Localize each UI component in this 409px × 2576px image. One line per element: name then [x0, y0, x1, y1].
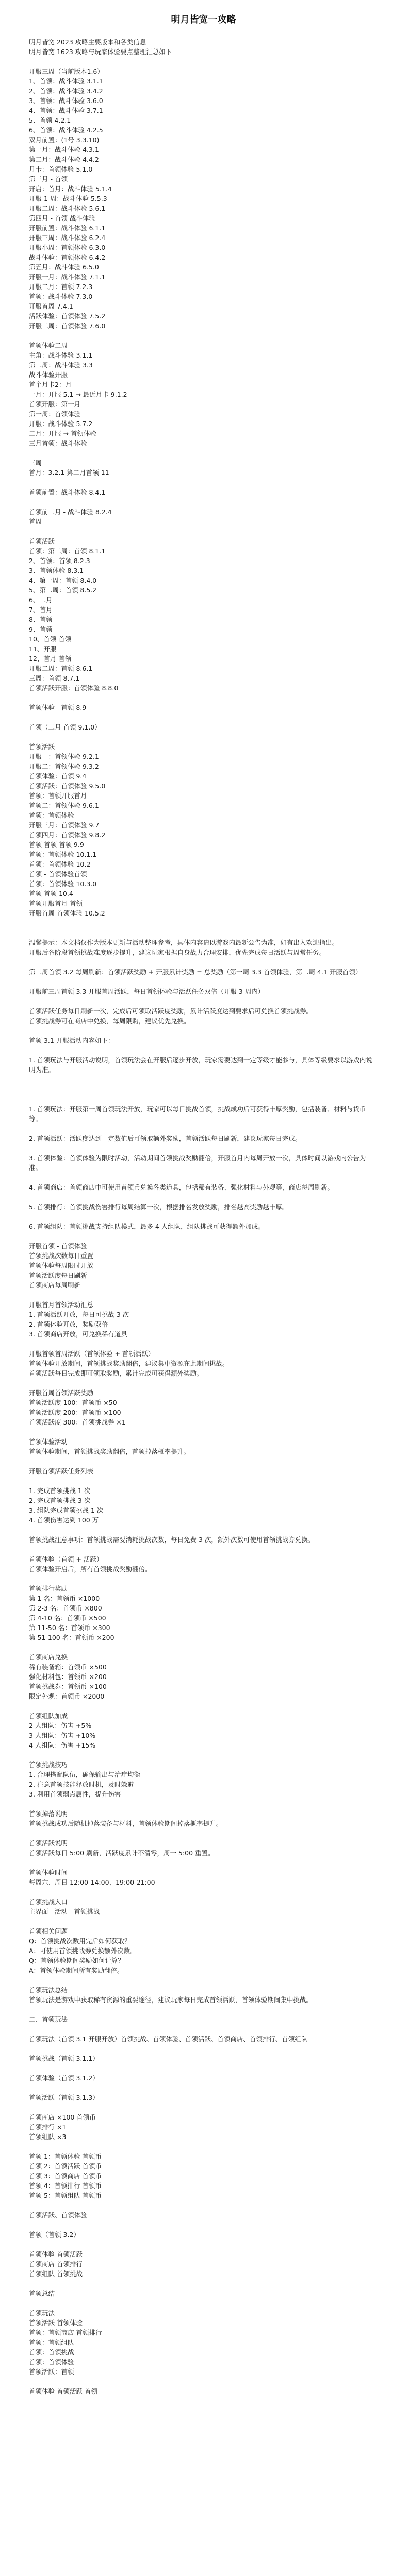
text-line: 首领组队 ×3: [29, 2133, 67, 2141]
text-line: 第二月：战斗体验 4.4.2: [29, 156, 99, 163]
text-line: 3. 利用首领弱点属性，提升伤害: [29, 1790, 121, 1798]
text-line: 8、首领: [29, 616, 53, 623]
text-line: 开服一月：战斗体验 7.1.1: [29, 273, 106, 281]
text-line: 二月：开服 → 首领体验: [29, 430, 96, 437]
text-line: 首领：首领体验: [29, 811, 74, 819]
text-line: 第二周：战斗体验 3.3: [29, 361, 93, 369]
text-line: 首领开服：第一月: [29, 400, 81, 408]
text-line: 首领活跃 首领体验: [29, 2319, 83, 2327]
text-line: 首领活跃度每日刷新: [29, 1272, 87, 1279]
blank-line: [29, 1917, 378, 1926]
blank-line: [29, 2200, 378, 2210]
blank-line: [29, 1026, 378, 1036]
blank-line: [29, 1545, 378, 1554]
text-line: 首领挑战券：首领币 ×100: [29, 1683, 107, 1690]
blank-line: [29, 1427, 378, 1437]
text-line: 首领 3：首领商店 首领币: [29, 2172, 102, 2180]
blank-line: [29, 1212, 378, 1222]
text-line: 明月皆宽 2023 攻略主要版本和各类信息: [29, 38, 146, 46]
blank-line: [29, 1231, 378, 1241]
text-line: 首领挑战（首领 3.1.1）: [29, 2055, 99, 2062]
text-line: 首领体验（首领 + 活跃）: [29, 1555, 103, 1563]
text-line: 第 1 名：首领币 ×1000: [29, 1595, 100, 1602]
text-line: 首领（首领 3.2）: [29, 2231, 80, 2239]
text-line: A：可使用首领挑战券兑换额外次数。: [29, 1947, 137, 1955]
text-line: 开服二周：战斗体验 5.6.1: [29, 205, 106, 212]
text-line: 主角：战斗体验 3.1.1: [29, 351, 93, 359]
text-line: 首领体验活动: [29, 1438, 68, 1446]
text-line: 第五月：战斗体验 6.5.0: [29, 263, 99, 271]
text-line: 开服首周 首领体验 10.5.2: [29, 909, 105, 917]
text-line: 第一周：首领体验: [29, 410, 81, 418]
text-line: 首领活跃每日完成即可领取奖励，累计完成可获得额外奖励。: [29, 1369, 203, 1377]
blank-line: [29, 1075, 378, 1084]
blank-line: [29, 2103, 378, 2112]
text-line: 首个月卡2：月: [29, 381, 72, 388]
text-line: 首领 3.1 开服活动内容如下：: [29, 1037, 114, 1044]
text-line: 首领体验开启后，所有首领挑战奖励翻倍。: [29, 1565, 152, 1573]
text-line: 4. 首领商店：首领商店中可使用首领币兑换各类道具，包括稀有装备、强化材料与外观等，商店每周刷新。: [29, 1183, 334, 1191]
text-line: 首领：首领体验 10.1.1: [29, 851, 97, 858]
text-line: 第 11-50 名：首领币 ×300: [29, 1624, 110, 1632]
text-line: 首领挑战注意事项：首领挑战需要消耗挑战次数，每日免费 3 次，额外次数可使用首领挑战券兑换。: [29, 1536, 315, 1544]
blank-line: [29, 2024, 378, 2034]
blank-line: [29, 1476, 378, 1486]
text-line: 首领活跃说明: [29, 1839, 68, 1847]
text-line: 二、首领玩法: [29, 2015, 68, 2023]
text-line: 首领商店兑换: [29, 1653, 68, 1661]
text-line: 2. 注意首领技能释放时机，及时躲避: [29, 1781, 134, 1788]
blank-line: [29, 1045, 378, 1055]
blank-line: [29, 2142, 378, 2151]
text-line: 首领体验 首领活跃: [29, 2250, 83, 2258]
text-line: 首领排行奖励: [29, 1585, 68, 1592]
text-line: 首领：第二周：首领 8.1.1: [29, 547, 106, 555]
blank-line: [29, 1858, 378, 1868]
text-line: 6. 首领组队：首领挑战支持组队模式，最多 4 人组队，组队挑战可获得额外加成。: [29, 1223, 265, 1230]
text-line: 首领组队加成: [29, 1712, 68, 1720]
text-line: 温馨提示：本文档仅作为版本更新与活动整理参考，具体内容请以游戏内最新公告为准，如有出入欢迎指出。: [29, 939, 339, 946]
text-line: 开服后各阶段首领挑战难度逐步提升，建议玩家根据自身战力合理安排，优先完成每日活跃与周常任务。: [29, 948, 326, 956]
text-line: 首月：3.2.1 第二月首领 11: [29, 469, 109, 477]
text-line: 4、首领：战斗体验 3.7.1: [29, 107, 103, 114]
text-line: 开服前三周首领 3.3 开服首周活跃，每日首领体验与活跃任务双倍（开服 3 周内）: [29, 988, 265, 995]
text-line: 11、开服: [29, 645, 57, 653]
text-line: 首领挑战券可在商店中兑换，每周限购，建议优先兑换。: [29, 1017, 190, 1025]
blank-line: [29, 713, 378, 722]
blank-line: [29, 527, 378, 536]
text-line: 首领体验 首领活跃 首领: [29, 2387, 97, 2395]
text-line: 首领：首领体验 10.3.0: [29, 880, 97, 888]
blank-line: [29, 1799, 378, 1809]
text-line: 2、首领：战斗体验 3.4.2: [29, 87, 103, 95]
text-line: 首领总结: [29, 2290, 55, 2297]
text-line: 开服二：首领体验 9.3.2: [29, 762, 99, 770]
page-title: 明月皆宽一攻略: [171, 14, 236, 25]
text-line: 开服二月：首领 7.2.3: [29, 283, 93, 291]
text-line: 开服首周首领活跃奖励: [29, 1389, 94, 1397]
text-line: 首领活跃（首领 3.1.3）: [29, 2094, 99, 2102]
blank-line: [29, 2377, 378, 2386]
text-line: 首领：首领体验 10.2: [29, 860, 91, 868]
text-line: 三周: [29, 459, 42, 467]
text-line: 首领活跃每日 5:00 刷新，活跃度累计不清零，周一 5:00 重置。: [29, 1849, 215, 1857]
text-line: 1. 首领玩法：开服第一周首领玩法开放，玩家可以每日挑战首领，挑战成功后可获得丰厚奖励，包括装备、材料与货币等。: [29, 1105, 366, 1123]
text-line: 首领 首领 10.4: [29, 890, 73, 897]
text-line: 月卡：首领体验 5.1.0: [29, 165, 93, 173]
text-line: 首领活跃度 100：首领币 ×50: [29, 1399, 117, 1406]
text-line: A：首领体验期间所有奖励翻倍。: [29, 1967, 124, 1974]
blank-line: [29, 2298, 378, 2308]
blank-line: [29, 1975, 378, 1985]
text-line: 三月首领：战斗体验: [29, 439, 87, 447]
text-line: 4. 首领伤害达到 100 万: [29, 1516, 99, 1524]
text-line: 每周六、周日 12:00-14:00、19:00-21:00: [29, 1878, 155, 1886]
text-line: 开服一：首领体验 9.2.1: [29, 753, 99, 760]
text-line: 开服：战斗体验 5.7.2: [29, 420, 93, 428]
text-line: 开服三月：首领体验 9.7: [29, 821, 100, 829]
text-line: 首领：首领体验: [29, 2358, 74, 2366]
blank-line: [29, 2240, 378, 2249]
blank-line: [29, 1192, 378, 1202]
blank-line: [29, 1887, 378, 1897]
text-line: 首领玩法总结: [29, 1986, 68, 1994]
text-line: 第三月 - 首领: [29, 175, 68, 183]
text-line: 1. 首领活跃开放，每日可挑战 3 次: [29, 1311, 129, 1318]
text-line: 主界面 - 活动 - 首领挑战: [29, 1908, 100, 1916]
text-line: 首领商店 ×100 首领币: [29, 2113, 96, 2121]
text-line: 首领玩法是游戏中获取稀有资源的重要途径，建议玩家每日完成首领活跃，首领体验期间集中挑战。: [29, 1996, 313, 2004]
text-line: 首领相关问题: [29, 1927, 68, 1935]
blank-line: [29, 1828, 378, 1838]
text-line: 第一月：战斗体验 4.3.1: [29, 146, 99, 154]
blank-line: [29, 1173, 378, 1182]
text-line: 双月前置：(1号 3.3.10): [29, 136, 100, 144]
text-line: 2 人组队：伤害 +5%: [29, 1722, 92, 1730]
document-body: [29, 37, 378, 2396]
blank-line: [29, 2083, 378, 2093]
blank-line: [29, 732, 378, 742]
text-line: 首领活跃度 300：首领挑战券 ×1: [29, 1418, 126, 1426]
text-line: 2. 首领活跃：活跃度达到一定数值后可领取额外奖励，首领活跃每日刷新，建议玩家每日完成。: [29, 1134, 302, 1142]
text-line: 6、二月: [29, 596, 53, 604]
text-line: 开启：首月：战斗体验 5.1.4: [29, 185, 112, 193]
blank-line: [29, 1701, 378, 1711]
text-line: 强化材料包：首领币 ×200: [29, 1673, 107, 1681]
text-line: 首领活跃任务每日刷新一次，完成后可领取活跃度奖励，累计活跃度达到要求后可兑换首领挑战券。: [29, 1007, 313, 1015]
blank-line: [29, 2220, 378, 2230]
text-line: 2. 首领体验开放，奖励双倍: [29, 1320, 108, 1328]
text-line: 首领掉落说明: [29, 1810, 68, 1818]
text-line: 首领挑战入口: [29, 1898, 68, 1906]
text-line: 首领：首领开服首月: [29, 792, 87, 800]
blank-line: [29, 977, 378, 987]
text-line: 首领排行 ×1: [29, 2123, 67, 2131]
text-line: 第 4-10 名：首领币 ×500: [29, 1614, 106, 1622]
text-line: 首领活跃度 200：首领币 ×100: [29, 1409, 121, 1416]
text-line: 首领二：首领体验 9.6.1: [29, 802, 99, 809]
text-line: 5、首领 4.2.1: [29, 116, 71, 124]
text-line: 首领：首领商店 首领排行: [29, 2329, 102, 2336]
blank-line: [29, 1290, 378, 1300]
text-line: 第四月 - 首领 战斗体验: [29, 214, 95, 222]
text-line: 开服二周：首领体验 7.6.0: [29, 322, 106, 330]
text-line: 战斗体验开服: [29, 371, 68, 379]
text-line: 第二周首领 3.2 每周刷新：首领活跃奖励 + 开服累计奖励 = 总奖励（第一周 3.3 首领体验，第二周 4.1 开服首领）: [29, 968, 362, 976]
blank-line: [29, 1378, 378, 1388]
text-line: 首领活跃、首领体验: [29, 2211, 87, 2219]
text-line: 明月皆宽 1623 攻略与玩家体验要点整理汇总如下: [29, 48, 172, 56]
text-line: 开服首领首周活跃（首领体验 + 首领活跃）: [29, 1350, 155, 1358]
text-line: 首领：首领组队: [29, 2338, 74, 2346]
text-line: 1. 首领玩法与开服活动说明，首领玩法会在开服后逐步开放，玩家需要达到一定等级才能参与，具体等级要求以游戏内说明为准。: [29, 1056, 372, 1074]
text-line: 1. 完成首领挑战 1 次: [29, 1487, 91, 1495]
blank-line: [29, 693, 378, 703]
text-line: 限定外观：首领币 ×2000: [29, 1692, 105, 1700]
text-line: 12、首月 首领: [29, 655, 72, 663]
blank-line: [29, 2063, 378, 2073]
text-line: 2、首领：首领 8.2.3: [29, 557, 90, 565]
text-line: 开服首领活跃任务列表: [29, 1467, 94, 1475]
blank-line: [29, 1094, 378, 1104]
text-line: 首领：首领挑战: [29, 2348, 74, 2356]
text-line: 首领体验（首领 3.1.2）: [29, 2074, 99, 2082]
text-line: 稀有装备箱：首领币 ×500: [29, 1663, 107, 1671]
text-line: 首领体验 - 首领 8.9: [29, 704, 87, 711]
text-line: 第 51-100 名：首领币 ×200: [29, 1634, 114, 1641]
text-line: 首领 - 首领体验首领: [29, 870, 87, 878]
text-line: 首领活跃：首领: [29, 2368, 74, 2376]
blank-line: [29, 2279, 378, 2289]
blank-line: [29, 1525, 378, 1535]
blank-line: [29, 57, 378, 66]
text-line: 首领活跃：首领体验 9.5.0: [29, 782, 106, 790]
text-line: 首领体验时间: [29, 1869, 68, 1876]
text-line: 首领 1：首领体验 首领币: [29, 2153, 102, 2160]
text-line: 首领商店 首领排行: [29, 2260, 83, 2268]
text-line: Q：首领挑战次数用完后如何获取？: [29, 1937, 131, 1945]
text-line: 3. 首领体验：首领体验为限时活动，活动期间首领挑战奖励翻倍，开服首月内每周开放一次，具体时间以游戏内公告为准。: [29, 1154, 366, 1172]
text-line: 一月：开服 5.1 → 最近月卡 9.1.2: [29, 391, 127, 398]
text-line: 开服三周（当前版本1.6）: [29, 67, 104, 75]
text-line: 10、首领 首领: [29, 635, 72, 643]
text-line: 7、首月: [29, 606, 53, 614]
text-line: 战斗体验：首领体验 6.4.2: [29, 253, 106, 261]
text-line: 开服 1 周：战斗体验 5.5.3: [29, 195, 107, 202]
text-line: 首领体验期间，首领挑战奖励翻倍，首领掉落概率提升。: [29, 1448, 190, 1455]
text-line: 3、首领体验 8.3.1: [29, 567, 84, 574]
blank-line: [29, 331, 378, 341]
blank-line: [29, 448, 378, 458]
text-line: 第 2-3 名：首领币 ×800: [29, 1604, 102, 1612]
text-line: 3. 组队完成首领挑战 1 次: [29, 1506, 104, 1514]
text-line: 首领活跃: [29, 537, 55, 545]
text-line: 4 人组队：伤害 +15%: [29, 1741, 96, 1749]
blank-line: [29, 918, 378, 928]
text-line: 2. 完成首领挑战 3 次: [29, 1497, 91, 1504]
blank-line: [29, 1750, 378, 1760]
text-line: 开服二周：首领 8.6.1: [29, 665, 93, 672]
text-line: 首领体验：首领 9.4: [29, 772, 87, 780]
text-line: 3. 首领商店开放，可兑换稀有道具: [29, 1330, 127, 1338]
text-line: 6、首领：战斗体验 4.2.5: [29, 126, 103, 134]
text-line: 首领开服首月 首领: [29, 900, 83, 907]
blank-line: [29, 1124, 378, 1133]
text-line: 开服三周：战斗体验 6.2.4: [29, 234, 106, 242]
text-line: 首领前二月 - 战斗体验 8.2.4: [29, 508, 112, 516]
text-line: 三周：首领 8.7.1: [29, 674, 80, 682]
text-line: 4、第一周：首领 8.4.0: [29, 577, 97, 584]
text-line: 首领玩法（首领 3.1 开服开放）首领挑战、首领体验、首领活跃、首领商店、首领排行、首领组队: [29, 2035, 308, 2043]
text-line: 首领四月：首领体验 9.8.2: [29, 831, 106, 839]
text-line: 首领体验开放期间，首领挑战奖励翻倍，建议集中资源在此期间挑战。: [29, 1360, 229, 1367]
text-line: 首领挑战技巧: [29, 1761, 68, 1769]
text-line: 首领活跃: [29, 743, 55, 751]
text-line: 开服前置：战斗体验 6.1.1: [29, 224, 106, 232]
text-line: 首领玩法: [29, 2309, 55, 2317]
blank-line: [29, 478, 378, 487]
text-line: 开服首月首领活动汇总: [29, 1301, 94, 1309]
text-line: ——————————————————————————————————————————————————————: [29, 1086, 377, 1093]
text-line: 5、第二周：首领 8.5.2: [29, 586, 97, 594]
text-line: 9、首领: [29, 625, 53, 633]
text-line: 首领活跃开服：首领体验 8.8.0: [29, 684, 119, 692]
text-line: 首领商店每周刷新: [29, 1281, 81, 1289]
blank-line: [29, 2044, 378, 2054]
blank-line: [29, 928, 378, 938]
blank-line: [29, 1143, 378, 1153]
text-line: Q：首领体验期间奖励如何计算？: [29, 1957, 124, 1964]
blank-line: [29, 2005, 378, 2014]
blank-line: [29, 1574, 378, 1584]
text-line: 开服首周 7.4.1: [29, 302, 73, 310]
text-line: 首领 5：首领组队 首领币: [29, 2192, 102, 2199]
text-line: 1. 合理搭配队伍，确保输出与治疗均衡: [29, 1771, 140, 1778]
text-line: 首领挑战成功后随机掉落装备与材料，首领体验期间掉落概率提升。: [29, 1820, 223, 1827]
text-line: 首领体验每周限时开放: [29, 1262, 94, 1269]
blank-line: [29, 497, 378, 507]
text-line: 首领组队 首领挑战: [29, 2270, 83, 2278]
text-line: 首领挑战次数每日重置: [29, 1252, 94, 1260]
blank-line: [29, 1339, 378, 1349]
text-line: 首领体验二周: [29, 342, 68, 349]
text-line: 首领前置：战斗体验 8.4.1: [29, 488, 106, 496]
blank-line: [29, 996, 378, 1006]
text-line: 开服首领 - 首领体验: [29, 1242, 87, 1250]
text-line: 首领（二月 首领 9.1.0）: [29, 723, 101, 731]
text-line: 首领 首领 首领 9.9: [29, 841, 84, 849]
text-line: 活跃体验：首领体验 7.5.2: [29, 312, 106, 320]
blank-line: [29, 1456, 378, 1466]
blank-line: [29, 957, 378, 967]
text-line: 3 人组队：伤害 +10%: [29, 1732, 96, 1739]
text-line: 1、首领：战斗体验 3.1.1: [29, 77, 103, 85]
text-line: 首领：战斗体验 7.3.0: [29, 293, 93, 300]
text-line: 5. 首领排行：首领挑战伤害排行每周结算一次，根据排名发放奖励，排名越高奖励越丰厚。: [29, 1203, 289, 1211]
text-line: 3、首领：战斗体验 3.6.0: [29, 97, 103, 105]
text-line: 首周: [29, 518, 42, 526]
text-line: 首领 4：首领排行 首领币: [29, 2182, 102, 2190]
blank-line: [29, 1642, 378, 1652]
text-line: 首领 2：首领活跃 首领币: [29, 2162, 102, 2170]
text-line: 开服小周：首领体验 6.3.0: [29, 244, 106, 251]
